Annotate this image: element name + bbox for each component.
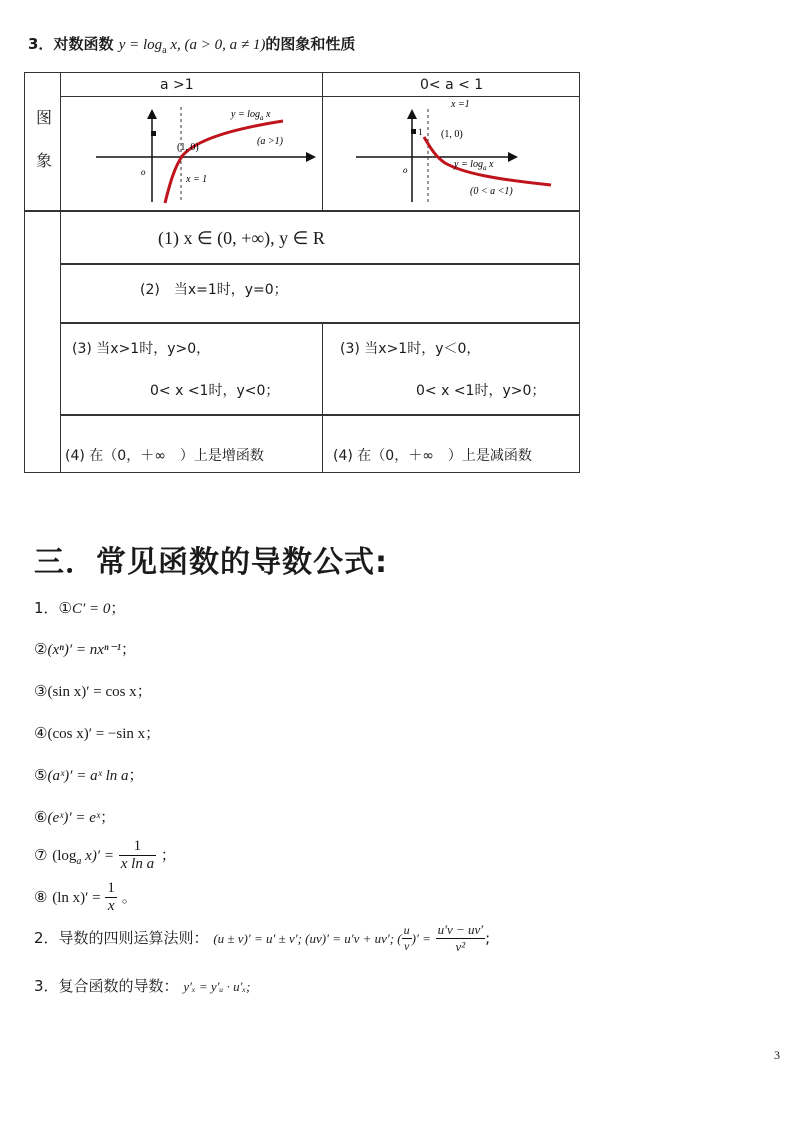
- row-label-graph-2: 象: [36, 151, 53, 170]
- formula-5: ⑤(aˣ)′ = aˣ ln a；: [34, 766, 144, 784]
- property-sign-left-2: 0< x <1时，y<0；: [150, 383, 280, 399]
- col-header-a-gt-1: a >1: [160, 77, 194, 93]
- formula-8: ⑧ (ln x)′ = $\frac{1}{x}$ 。: [34, 880, 137, 914]
- heading-title-pre: 对数函数: [53, 35, 114, 53]
- table-border: [60, 414, 580, 416]
- formula-2: ②(xⁿ)′ = nxⁿ⁻¹；: [34, 640, 137, 658]
- property-domain-range: (1) x ∈ (0, +∞), y ∈ R: [158, 228, 325, 248]
- table-border: [60, 263, 580, 265]
- formula-3: ③(sin x)′ = cos x；: [34, 682, 152, 700]
- table-border: [24, 472, 580, 473]
- table-border: [322, 322, 323, 472]
- heading-title-post: 的图象和性质: [265, 35, 356, 53]
- x-axis-arrow: [306, 152, 316, 162]
- log-curve-increasing: [165, 121, 283, 203]
- condition-label: (a >1): [257, 136, 283, 147]
- property-decreasing: (4) 在（0，＋∞ ）上是减函数: [333, 448, 532, 464]
- fraction: $\frac{1}{x}$: [107, 880, 115, 914]
- row-label-graph-1: 图: [36, 108, 53, 127]
- property-sign-left-1: (3) 当x>1时，y>0，: [72, 341, 211, 357]
- heading-number: 3．: [28, 35, 54, 53]
- y-axis-arrow: [407, 109, 417, 119]
- tick-mark: [411, 129, 416, 134]
- rule-3: 3．复合函数的导数： y′ₓ = y′ᵤ · u′ₓ;: [34, 977, 251, 995]
- condition-label: (0 < a <1): [470, 186, 513, 197]
- y-axis-arrow: [147, 109, 157, 119]
- fraction: $\frac{1}{\text{x ln a}}$: [120, 838, 155, 872]
- property-sign-right-2: 0< x <1时，y>0；: [416, 383, 546, 399]
- property-point: (2) 当x=1时，y=0；: [140, 282, 288, 298]
- heading-formula: $y = \log_a x$, (a > 0, a ≠ 1): [118, 37, 266, 56]
- property-increasing: (4) 在（0，＋∞ ）上是增函数: [65, 448, 264, 464]
- property-sign-right-1: (3) 当x>1时，y＜0，: [340, 341, 481, 357]
- curve-label: $y = \log_a x$: [454, 159, 494, 172]
- tick-label: 1: [418, 127, 423, 137]
- table-border: [24, 72, 25, 472]
- formula-4: ④(cos x)′ = −sin x；: [34, 724, 161, 742]
- graph-a-gt-1: [61, 97, 322, 210]
- graph-a-lt-1: [323, 97, 579, 210]
- table-border: [24, 72, 580, 73]
- section3-heading: [28, 33, 355, 56]
- table-border: [579, 72, 580, 472]
- vline-label: x =1: [451, 99, 470, 110]
- table-border: [24, 210, 580, 212]
- formula-1: 1．①C′ = 0；: [34, 599, 126, 617]
- fraction: $\frac{u'v - uv'}{\text{v²}}$: [437, 922, 484, 954]
- tick-mark: [151, 131, 156, 136]
- formula-6: ⑥(eˣ)′ = eˣ；: [34, 808, 116, 826]
- formula-7: ⑦ ($\log_a$ x)′ = $\frac{1}{\text{x ln a}}$ ；: [34, 838, 176, 872]
- fraction: $\frac{u}{v}$: [403, 923, 410, 953]
- derivative-formulas-heading: 三．常见函数的导数公式:: [34, 545, 388, 580]
- page-number: 3: [774, 1048, 780, 1062]
- x-axis-arrow: [508, 152, 518, 162]
- point-label: (1, 0): [177, 142, 199, 153]
- table-border: [60, 322, 580, 324]
- vline-label: x = 1: [186, 174, 208, 185]
- col-header-a-lt-1: 0< a < 1: [420, 77, 484, 93]
- rule-2: 2．导数的四则运算法则： (u ± v)′ = u′ ± v′; (uv)′ = u′v + uv′; ( $\frac{u}{v}$ )′ = $\frac{u'v - uv'}{\text{v²}}$ ;: [34, 922, 491, 954]
- point-label: (1, 0): [441, 129, 463, 140]
- origin-label: o: [141, 167, 146, 177]
- curve-label: $y = \log_a x$: [231, 109, 271, 122]
- origin-label: o: [403, 165, 408, 175]
